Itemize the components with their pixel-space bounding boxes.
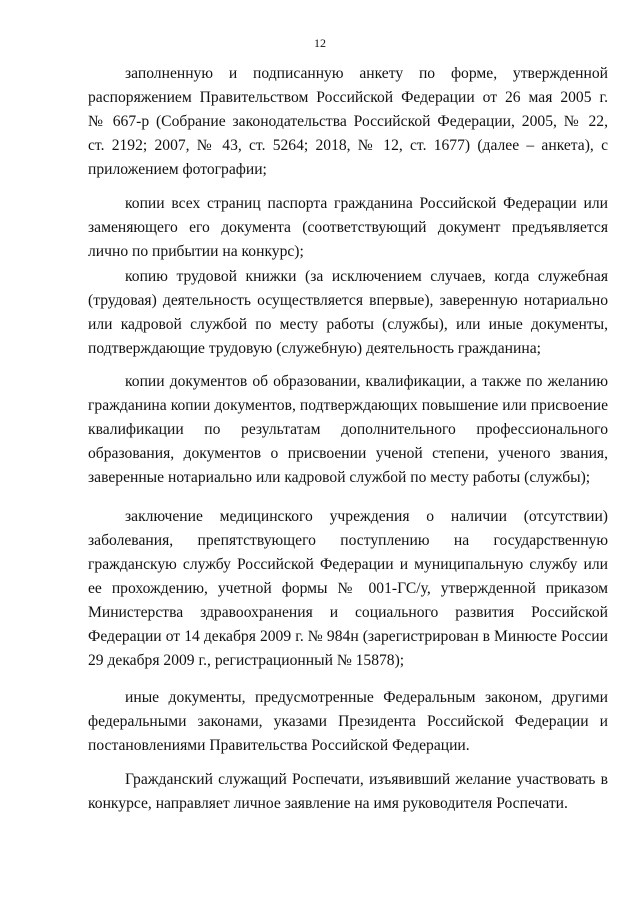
- text-line: заполненную и подписанную анкету по форме, утвержденной: [125, 65, 608, 82]
- text-line: заболевания, препятствующего поступлению на государственную: [88, 532, 608, 549]
- text-line: квалификации по результатам дополнительного профессионального: [88, 421, 608, 438]
- text-line: заверенные нотариально или кадровой службой по месту работы (службы);: [88, 469, 591, 486]
- text-line: распоряжением Правительством Российской Федерации от 26 мая 2005 г.: [88, 89, 608, 106]
- text-line: Гражданский служащий Роспечати, изъявивший желание участвовать в: [125, 771, 608, 788]
- text-line: подтверждающие трудовую (служебную) деятельность гражданина;: [88, 340, 541, 357]
- paragraph-education: [88, 370, 608, 490]
- text-line: 29 декабря 2009 г., регистрационный № 15878);: [88, 652, 405, 669]
- paragraph-questionnaire: [88, 62, 608, 182]
- text-line: приложением фотографии;: [88, 161, 267, 178]
- paragraph-medical: [88, 505, 608, 673]
- paragraph-work-book: [88, 265, 608, 361]
- paragraph-other-documents: [88, 686, 608, 758]
- text-line: или кадровой службой по месту работы (службы), или иные документы,: [88, 316, 608, 333]
- text-line: заменяющего его документа (соответствующий документ предъявляется: [88, 219, 608, 236]
- text-line: копии всех страниц паспорта гражданина Российской Федерации или: [125, 195, 608, 212]
- text-line: образования, документов о присвоении ученой степени, ученого звания,: [88, 445, 608, 462]
- text-line: копии документов об образовании, квалификации, а также по желанию: [125, 373, 608, 390]
- text-line: иные документы, предусмотренные Федеральным законом, другими: [125, 689, 608, 706]
- text-line: гражданскую службу Российской Федерации и муниципальную службу или: [88, 556, 608, 573]
- text-line: федеральными законами, указами Президента Российской Федерации и: [88, 713, 608, 730]
- text-line: № 667-р (Собрание законодательства Российской Федерации, 2005, № 22,: [88, 113, 608, 130]
- text-line: копию трудовой книжки (за исключением случаев, когда служебная: [125, 268, 608, 285]
- text-line: конкурсе, направляет личное заявление на имя руководителя Роспечати.: [88, 795, 568, 812]
- paragraph-civil-servant: [88, 768, 608, 816]
- text-line: ее прохождению, учетной формы № 001-ГС/у, утвержденной приказом: [88, 580, 608, 597]
- text-line: гражданина копии документов, подтверждающих повышение или присвоение: [88, 397, 608, 414]
- text-line: (трудовая) деятельность осуществляется впервые), заверенную нотариально: [88, 292, 608, 309]
- text-line: заключение медицинского учреждения о наличии (отсутствии): [125, 508, 608, 525]
- text-line: Федерации от 14 декабря 2009 г. № 984н (зарегистрирован в Минюсте России: [88, 628, 608, 645]
- page-number: 12: [314, 36, 326, 50]
- text-line: Министерства здравоохранения и социального развития Российской: [88, 604, 608, 621]
- text-line: лично по прибытии на конкурс);: [88, 243, 304, 260]
- text-line: ст. 2192; 2007, № 43, ст. 5264; 2018, № 12, ст. 1677) (далее – анкета), с: [88, 137, 608, 154]
- text-line: постановлениями Правительства Российской Федерации.: [88, 737, 470, 754]
- paragraph-passport: [88, 192, 608, 264]
